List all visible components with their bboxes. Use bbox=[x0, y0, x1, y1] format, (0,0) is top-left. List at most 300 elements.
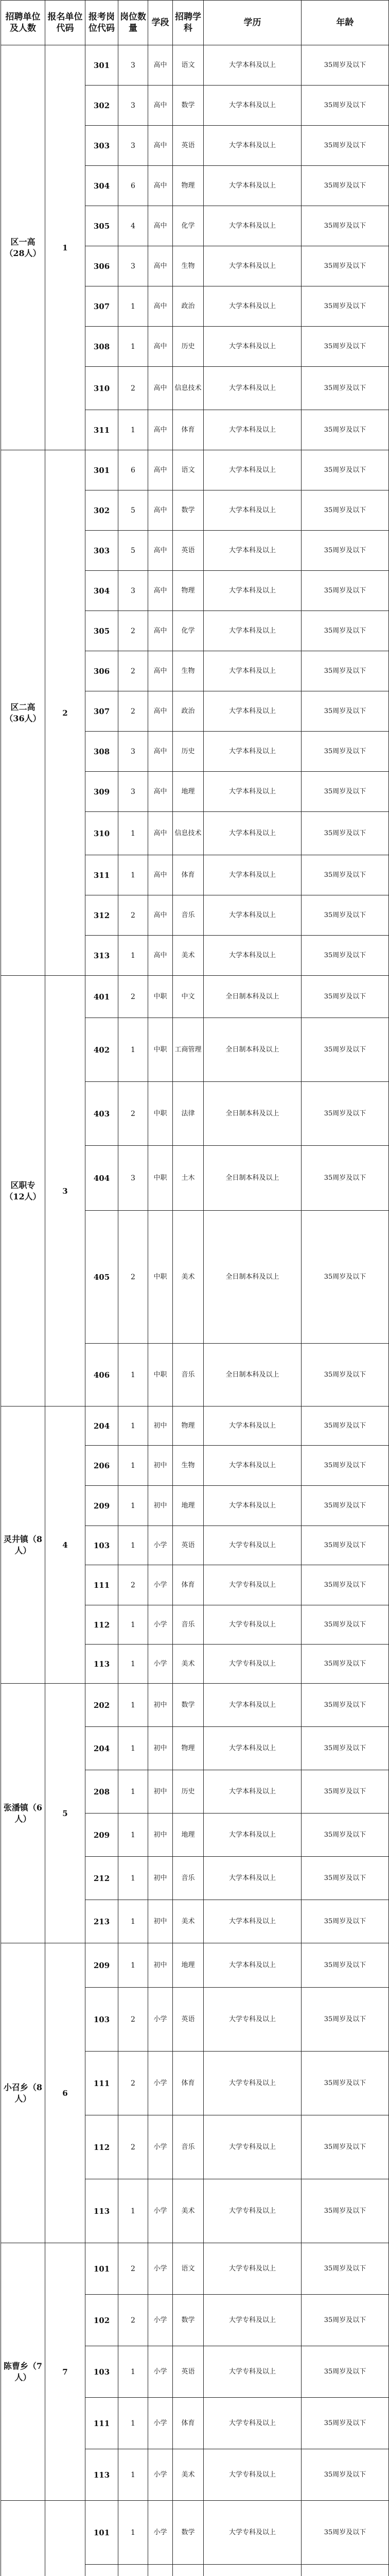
age-cell: 35周岁及以下 bbox=[302, 1526, 389, 1565]
stage-cell: 中职 bbox=[148, 1344, 173, 1406]
stage-cell: 小学 bbox=[148, 1645, 173, 1684]
stage-cell: 高中 bbox=[148, 246, 173, 286]
age-cell: 35周岁及以下 bbox=[302, 1406, 389, 1446]
count-cell: 1 bbox=[118, 1486, 148, 1526]
education-cell: 大学专科及以上 bbox=[204, 1565, 302, 1605]
education-cell: 大学本科及以上 bbox=[204, 571, 302, 611]
count-cell: 1 bbox=[118, 1018, 148, 1082]
age-cell: 35周岁及以下 bbox=[302, 571, 389, 611]
stage-cell: 高中 bbox=[148, 895, 173, 936]
age-cell: 35周岁及以下 bbox=[302, 1857, 389, 1900]
post-code-cell: 305 bbox=[85, 611, 118, 651]
count-cell: 3 bbox=[118, 1146, 148, 1211]
count-cell: 2 bbox=[118, 2052, 148, 2115]
post-code-cell: 303 bbox=[85, 126, 118, 166]
post-code-cell: 209 bbox=[85, 1814, 118, 1857]
education-cell: 大学本科及以上 bbox=[204, 126, 302, 166]
stage-cell: 小学 bbox=[148, 2179, 173, 2243]
subject-cell: 历史 bbox=[173, 327, 204, 367]
subject-cell: 美术 bbox=[173, 936, 204, 976]
post-code-cell: 111 bbox=[85, 2398, 118, 2449]
age-cell: 35周岁及以下 bbox=[302, 410, 389, 450]
education-cell: 大学本科及以上 bbox=[204, 531, 302, 571]
post-code-cell: 404 bbox=[85, 1146, 118, 1211]
education-cell: 大学本科及以上 bbox=[204, 1857, 302, 1900]
table-row bbox=[1, 1406, 389, 1446]
education-cell: 大学专科及以上 bbox=[204, 2243, 302, 2295]
count-cell: 2 bbox=[118, 367, 148, 410]
subject-cell: 法律 bbox=[173, 1082, 204, 1146]
education-cell: 大学本科及以上 bbox=[204, 1684, 302, 1727]
subject-cell: 土木 bbox=[173, 1146, 204, 1211]
post-code-cell: 405 bbox=[85, 1211, 118, 1344]
age-cell: 35周岁及以下 bbox=[302, 1018, 389, 1082]
count-cell: 3 bbox=[118, 45, 148, 86]
header-row bbox=[1, 1, 389, 45]
subject-cell: 物理 bbox=[173, 1406, 204, 1446]
stage-cell: 小学 bbox=[148, 2449, 173, 2501]
count-cell: 2 bbox=[118, 651, 148, 691]
age-cell: 35周岁及以下 bbox=[302, 1684, 389, 1727]
subject-cell: 英语 bbox=[173, 531, 204, 571]
age-cell: 35周岁及以下 bbox=[302, 490, 389, 531]
count-cell: 1 bbox=[118, 936, 148, 976]
post-code-cell: 209 bbox=[85, 1943, 118, 1988]
stage-cell: 初中 bbox=[148, 1857, 173, 1900]
stage-cell: 高中 bbox=[148, 936, 173, 976]
stage-cell: 初中 bbox=[148, 1684, 173, 1727]
stage-cell: 小学 bbox=[148, 1565, 173, 1605]
education-cell: 大学本科及以上 bbox=[204, 450, 302, 490]
table-row bbox=[1, 45, 389, 86]
education-cell: 大学本科及以上 bbox=[204, 611, 302, 651]
subject-cell: 信息技术 bbox=[173, 367, 204, 410]
education-cell: 大学专科及以上 bbox=[204, 2179, 302, 2243]
subject-cell: 工商管理 bbox=[173, 1018, 204, 1082]
unit-code-cell: 5 bbox=[45, 1684, 85, 1943]
age-cell: 35周岁及以下 bbox=[302, 1565, 389, 1605]
table-row bbox=[1, 2501, 389, 2565]
post-code-cell: 102 bbox=[85, 2295, 118, 2346]
subject-cell: 体育 bbox=[173, 2052, 204, 2115]
age-cell: 35周岁及以下 bbox=[302, 45, 389, 86]
subject-cell: 数学 bbox=[173, 86, 204, 126]
post-code-cell: 204 bbox=[85, 1727, 118, 1770]
stage-cell: 高中 bbox=[148, 126, 173, 166]
education-cell: 全日制本科及以上 bbox=[204, 976, 302, 1018]
education-cell: 大学本科及以上 bbox=[204, 855, 302, 895]
table-row bbox=[1, 450, 389, 490]
unit-code-cell: 1 bbox=[45, 45, 85, 450]
post-code-cell: 310 bbox=[85, 367, 118, 410]
count-cell: 2 bbox=[118, 1082, 148, 1146]
count-cell: 2 bbox=[118, 1211, 148, 1344]
header-age: 年龄 bbox=[302, 1, 389, 45]
unit-name-cell: 小召乡（8人） bbox=[1, 1943, 45, 2243]
stage-cell: 初中 bbox=[148, 1900, 173, 1943]
subject-cell: 音乐 bbox=[173, 1605, 204, 1645]
count-cell: 3 bbox=[118, 772, 148, 812]
subject-cell: 体育 bbox=[173, 855, 204, 895]
post-code-cell: 304 bbox=[85, 571, 118, 611]
post-code-cell: 213 bbox=[85, 1900, 118, 1943]
age-cell: 35周岁及以下 bbox=[302, 651, 389, 691]
stage-cell: 小学 bbox=[148, 2243, 173, 2295]
subject-cell: 物理 bbox=[173, 1727, 204, 1770]
post-code-cell: 202 bbox=[85, 1684, 118, 1727]
subject-cell: 音乐 bbox=[173, 2115, 204, 2179]
subject-cell: 数学 bbox=[173, 2295, 204, 2346]
post-code-cell: 307 bbox=[85, 286, 118, 327]
count-cell: 1 bbox=[118, 812, 148, 855]
unit-code-cell: 6 bbox=[45, 1943, 85, 2243]
subject-cell: 物理 bbox=[173, 571, 204, 611]
stage-cell: 高中 bbox=[148, 651, 173, 691]
education-cell: 大学专科及以上 bbox=[204, 2346, 302, 2398]
subject-cell: 政治 bbox=[173, 691, 204, 732]
education-cell: 大学本科及以上 bbox=[204, 936, 302, 976]
age-cell: 35周岁及以下 bbox=[302, 86, 389, 126]
age-cell: 35周岁及以下 bbox=[302, 1211, 389, 1344]
age-cell: 35周岁及以下 bbox=[302, 1645, 389, 1684]
stage-cell: 小学 bbox=[148, 2295, 173, 2346]
post-code-cell: 301 bbox=[85, 450, 118, 490]
post-code-cell: 103 bbox=[85, 2346, 118, 2398]
post-code-cell: 111 bbox=[85, 2052, 118, 2115]
count-cell: 1 bbox=[118, 1645, 148, 1684]
subject-cell: 美术 bbox=[173, 2449, 204, 2501]
education-cell: 大学本科及以上 bbox=[204, 286, 302, 327]
education-cell: 大学本科及以上 bbox=[204, 206, 302, 246]
stage-cell: 高中 bbox=[148, 812, 173, 855]
count-cell: 1 bbox=[118, 2398, 148, 2449]
subject-cell: 物理 bbox=[173, 166, 204, 206]
unit-name-cell: 陈曹乡（7人） bbox=[1, 2243, 45, 2501]
unit-name-cell: 灵井镇（8人） bbox=[1, 1406, 45, 1684]
post-code-cell: 406 bbox=[85, 1344, 118, 1406]
count-cell: 1 bbox=[118, 1814, 148, 1857]
count-cell: 3 bbox=[118, 86, 148, 126]
post-code-cell: 112 bbox=[85, 1605, 118, 1645]
education-cell: 大学本科及以上 bbox=[204, 772, 302, 812]
stage-cell: 小学 bbox=[148, 1988, 173, 2052]
subject-cell bbox=[173, 2565, 204, 2576]
table-row bbox=[1, 2243, 389, 2295]
count-cell: 2 bbox=[118, 1988, 148, 2052]
education-cell: 大学专科及以上 bbox=[204, 1988, 302, 2052]
stage-cell: 高中 bbox=[148, 327, 173, 367]
age-cell: 35周岁及以下 bbox=[302, 1727, 389, 1770]
age-cell: 35周岁及以下 bbox=[302, 2295, 389, 2346]
stage-cell: 高中 bbox=[148, 855, 173, 895]
education-cell: 大学本科及以上 bbox=[204, 651, 302, 691]
post-code-cell: 402 bbox=[85, 1018, 118, 1082]
age-cell: 35周岁及以下 bbox=[302, 166, 389, 206]
count-cell: 4 bbox=[118, 206, 148, 246]
age-cell: 35周岁及以下 bbox=[302, 286, 389, 327]
post-code-cell: 306 bbox=[85, 651, 118, 691]
header-unit: 招聘单位及人数 bbox=[1, 1, 45, 45]
post-code-cell: 313 bbox=[85, 936, 118, 976]
stage-cell: 初中 bbox=[148, 1406, 173, 1446]
count-cell: 1 bbox=[118, 1943, 148, 1988]
post-code-cell: 303 bbox=[85, 531, 118, 571]
subject-cell: 英语 bbox=[173, 1526, 204, 1565]
stage-cell: 高中 bbox=[148, 732, 173, 772]
post-code-cell: 208 bbox=[85, 1770, 118, 1814]
education-cell: 大学本科及以上 bbox=[204, 895, 302, 936]
stage-cell: 高中 bbox=[148, 772, 173, 812]
count-cell: 5 bbox=[118, 531, 148, 571]
age-cell: 35周岁及以下 bbox=[302, 1344, 389, 1406]
post-code-cell: 401 bbox=[85, 976, 118, 1018]
age-cell: 35周岁及以下 bbox=[302, 936, 389, 976]
age-cell: 35周岁及以下 bbox=[302, 691, 389, 732]
education-cell: 大学本科及以上 bbox=[204, 1486, 302, 1526]
count-cell: 2 bbox=[118, 691, 148, 732]
subject-cell: 语文 bbox=[173, 45, 204, 86]
education-cell: 大学专科及以上 bbox=[204, 2398, 302, 2449]
age-cell: 35周岁及以下 bbox=[302, 1082, 389, 1146]
count-cell: 2 bbox=[118, 1565, 148, 1605]
post-code-cell: 308 bbox=[85, 732, 118, 772]
post-code-cell: 308 bbox=[85, 327, 118, 367]
education-cell bbox=[204, 2565, 302, 2576]
count-cell: 2 bbox=[118, 895, 148, 936]
stage-cell: 高中 bbox=[148, 450, 173, 490]
table-row bbox=[1, 976, 389, 1018]
post-code-cell: 310 bbox=[85, 812, 118, 855]
recruitment-table bbox=[1, 0, 389, 2576]
subject-cell: 数学 bbox=[173, 2501, 204, 2565]
unit-name-cell: 张潘镇（6人） bbox=[1, 1684, 45, 1943]
table-row bbox=[1, 1943, 389, 1988]
education-cell: 大学本科及以上 bbox=[204, 691, 302, 732]
count-cell: 1 bbox=[118, 1770, 148, 1814]
education-cell: 大学本科及以上 bbox=[204, 327, 302, 367]
header-post-code: 报考岗位代码 bbox=[85, 1, 118, 45]
education-cell: 大学专科及以上 bbox=[204, 2449, 302, 2501]
count-cell: 3 bbox=[118, 732, 148, 772]
count-cell: 2 bbox=[118, 976, 148, 1018]
count-cell bbox=[118, 2565, 148, 2576]
post-code-cell: 312 bbox=[85, 895, 118, 936]
education-cell: 大学专科及以上 bbox=[204, 1605, 302, 1645]
post-code-cell: 103 bbox=[85, 1988, 118, 2052]
age-cell: 35周岁及以下 bbox=[302, 812, 389, 855]
age-cell: 35周岁及以下 bbox=[302, 2501, 389, 2565]
header-subject: 招聘学科 bbox=[173, 1, 204, 45]
count-cell: 1 bbox=[118, 2179, 148, 2243]
subject-cell: 音乐 bbox=[173, 1857, 204, 1900]
age-cell: 35周岁及以下 bbox=[302, 611, 389, 651]
education-cell: 大学本科及以上 bbox=[204, 1770, 302, 1814]
post-code-cell: 113 bbox=[85, 2449, 118, 2501]
education-cell: 大学本科及以上 bbox=[204, 86, 302, 126]
education-cell: 大学专科及以上 bbox=[204, 1645, 302, 1684]
count-cell: 1 bbox=[118, 327, 148, 367]
subject-cell: 美术 bbox=[173, 1211, 204, 1344]
age-cell: 35周岁及以下 bbox=[302, 772, 389, 812]
post-code-cell bbox=[85, 2565, 118, 2576]
education-cell: 全日制本科及以上 bbox=[204, 1018, 302, 1082]
count-cell: 2 bbox=[118, 2243, 148, 2295]
count-cell: 5 bbox=[118, 490, 148, 531]
education-cell: 大学本科及以上 bbox=[204, 490, 302, 531]
education-cell: 大学本科及以上 bbox=[204, 367, 302, 410]
stage-cell: 中职 bbox=[148, 1082, 173, 1146]
count-cell: 3 bbox=[118, 571, 148, 611]
header-stage: 学段 bbox=[148, 1, 173, 45]
stage-cell: 小学 bbox=[148, 2398, 173, 2449]
stage-cell: 高中 bbox=[148, 490, 173, 531]
age-cell: 35周岁及以下 bbox=[302, 855, 389, 895]
subject-cell: 生物 bbox=[173, 651, 204, 691]
subject-cell: 体育 bbox=[173, 1565, 204, 1605]
subject-cell: 美术 bbox=[173, 1645, 204, 1684]
count-cell: 1 bbox=[118, 1857, 148, 1900]
subject-cell: 英语 bbox=[173, 126, 204, 166]
age-cell: 35周岁及以下 bbox=[302, 2243, 389, 2295]
count-cell: 1 bbox=[118, 1526, 148, 1565]
post-code-cell: 304 bbox=[85, 166, 118, 206]
stage-cell: 小学 bbox=[148, 1526, 173, 1565]
stage-cell: 高中 bbox=[148, 410, 173, 450]
subject-cell: 音乐 bbox=[173, 895, 204, 936]
stage-cell: 高中 bbox=[148, 286, 173, 327]
post-code-cell: 306 bbox=[85, 246, 118, 286]
header-unit-code: 报名单位代码 bbox=[45, 1, 85, 45]
subject-cell: 音乐 bbox=[173, 1344, 204, 1406]
age-cell: 35周岁及以下 bbox=[302, 2449, 389, 2501]
subject-cell: 数学 bbox=[173, 1684, 204, 1727]
education-cell: 全日制本科及以上 bbox=[204, 1211, 302, 1344]
age-cell: 35周岁及以下 bbox=[302, 2346, 389, 2398]
post-code-cell: 112 bbox=[85, 2115, 118, 2179]
count-cell: 1 bbox=[118, 1446, 148, 1486]
count-cell: 1 bbox=[118, 2346, 148, 2398]
post-code-cell: 305 bbox=[85, 206, 118, 246]
age-cell: 35周岁及以下 bbox=[302, 1605, 389, 1645]
subject-cell: 体育 bbox=[173, 410, 204, 450]
age-cell: 35周岁及以下 bbox=[302, 1486, 389, 1526]
subject-cell: 化学 bbox=[173, 206, 204, 246]
education-cell: 大学本科及以上 bbox=[204, 1943, 302, 1988]
subject-cell: 生物 bbox=[173, 246, 204, 286]
header-education: 学历 bbox=[204, 1, 302, 45]
age-cell: 35周岁及以下 bbox=[302, 531, 389, 571]
post-code-cell: 103 bbox=[85, 1526, 118, 1565]
stage-cell: 初中 bbox=[148, 1943, 173, 1988]
subject-cell: 美术 bbox=[173, 2179, 204, 2243]
age-cell: 35周岁及以下 bbox=[302, 246, 389, 286]
header-count: 岗位数量 bbox=[118, 1, 148, 45]
stage-cell: 初中 bbox=[148, 1814, 173, 1857]
post-code-cell: 301 bbox=[85, 45, 118, 86]
count-cell: 1 bbox=[118, 1684, 148, 1727]
age-cell: 35周岁及以下 bbox=[302, 126, 389, 166]
age-cell: 35周岁及以下 bbox=[302, 976, 389, 1018]
subject-cell: 生物 bbox=[173, 1446, 204, 1486]
count-cell: 1 bbox=[118, 1727, 148, 1770]
post-code-cell: 302 bbox=[85, 490, 118, 531]
stage-cell: 高中 bbox=[148, 367, 173, 410]
subject-cell: 政治 bbox=[173, 286, 204, 327]
subject-cell: 地理 bbox=[173, 772, 204, 812]
age-cell: 35周岁及以下 bbox=[302, 1988, 389, 2052]
post-code-cell: 101 bbox=[85, 2501, 118, 2565]
education-cell: 大学本科及以上 bbox=[204, 45, 302, 86]
count-cell: 1 bbox=[118, 410, 148, 450]
stage-cell: 高中 bbox=[148, 691, 173, 732]
post-code-cell: 311 bbox=[85, 410, 118, 450]
unit-code-cell: 7 bbox=[45, 2243, 85, 2501]
count-cell: 1 bbox=[118, 2501, 148, 2565]
stage-cell: 小学 bbox=[148, 1605, 173, 1645]
count-cell: 2 bbox=[118, 2115, 148, 2179]
post-code-cell: 113 bbox=[85, 2179, 118, 2243]
stage-cell: 初中 bbox=[148, 1486, 173, 1526]
education-cell: 大学本科及以上 bbox=[204, 1446, 302, 1486]
education-cell: 大学本科及以上 bbox=[204, 732, 302, 772]
age-cell: 35周岁及以下 bbox=[302, 367, 389, 410]
table-row bbox=[1, 1684, 389, 1727]
age-cell: 35周岁及以下 bbox=[302, 2115, 389, 2179]
subject-cell: 化学 bbox=[173, 611, 204, 651]
count-cell: 3 bbox=[118, 246, 148, 286]
count-cell: 6 bbox=[118, 166, 148, 206]
subject-cell: 地理 bbox=[173, 1943, 204, 1988]
age-cell: 35周岁及以下 bbox=[302, 1770, 389, 1814]
age-cell: 35周岁及以下 bbox=[302, 895, 389, 936]
count-cell: 1 bbox=[118, 1605, 148, 1645]
post-code-cell: 212 bbox=[85, 1857, 118, 1900]
stage-cell: 高中 bbox=[148, 611, 173, 651]
count-cell: 1 bbox=[118, 286, 148, 327]
stage-cell: 初中 bbox=[148, 1770, 173, 1814]
stage-cell: 中职 bbox=[148, 1211, 173, 1344]
education-cell: 大学专科及以上 bbox=[204, 2115, 302, 2179]
age-cell: 35周岁及以下 bbox=[302, 1146, 389, 1211]
unit-name-cell: 区二高（36人） bbox=[1, 450, 45, 976]
count-cell: 1 bbox=[118, 1406, 148, 1446]
unit-name-cell: 区一高（28人） bbox=[1, 45, 45, 450]
subject-cell: 语文 bbox=[173, 2243, 204, 2295]
stage-cell: 高中 bbox=[148, 571, 173, 611]
subject-cell: 美术 bbox=[173, 1900, 204, 1943]
stage-cell: 高中 bbox=[148, 166, 173, 206]
stage-cell: 小学 bbox=[148, 2115, 173, 2179]
post-code-cell: 204 bbox=[85, 1406, 118, 1446]
subject-cell: 语文 bbox=[173, 450, 204, 490]
age-cell bbox=[302, 2565, 389, 2576]
post-code-cell: 209 bbox=[85, 1486, 118, 1526]
subject-cell: 地理 bbox=[173, 1486, 204, 1526]
subject-cell: 英语 bbox=[173, 1988, 204, 2052]
count-cell: 1 bbox=[118, 1900, 148, 1943]
table-body bbox=[1, 45, 389, 2576]
education-cell: 大学专科及以上 bbox=[204, 2052, 302, 2115]
stage-cell: 中职 bbox=[148, 1146, 173, 1211]
stage-cell: 中职 bbox=[148, 1018, 173, 1082]
education-cell: 大学本科及以上 bbox=[204, 166, 302, 206]
education-cell: 全日制本科及以上 bbox=[204, 1082, 302, 1146]
age-cell: 35周岁及以下 bbox=[302, 450, 389, 490]
education-cell: 大学本科及以上 bbox=[204, 246, 302, 286]
subject-cell: 数学 bbox=[173, 490, 204, 531]
education-cell: 大学专科及以上 bbox=[204, 2501, 302, 2565]
education-cell: 大学本科及以上 bbox=[204, 812, 302, 855]
